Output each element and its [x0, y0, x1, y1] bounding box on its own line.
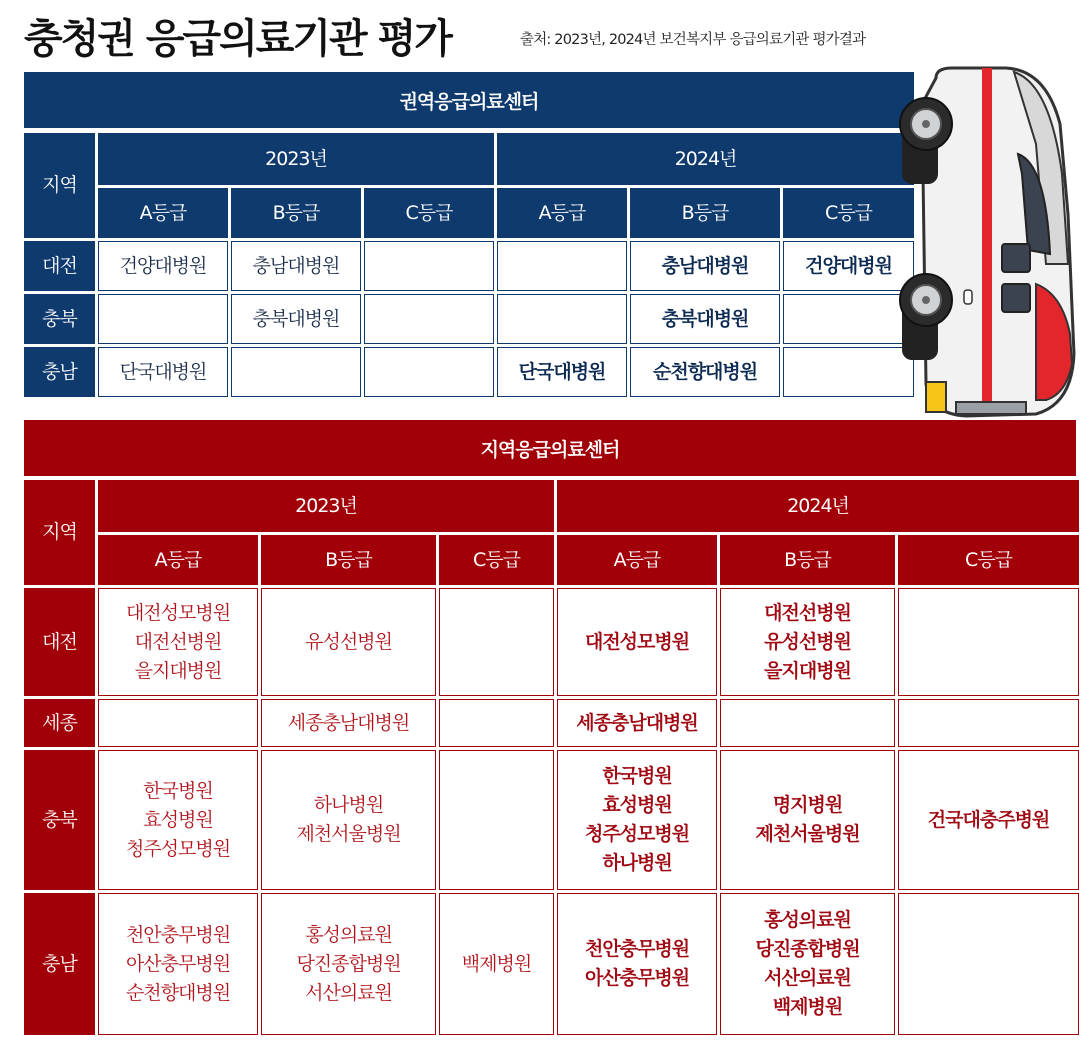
hospital-name: 단국대병원 [518, 360, 606, 383]
region-label: 대전 [24, 588, 95, 696]
hospital-cell [231, 294, 361, 344]
hospital-name: 당진종합병원 [296, 952, 401, 975]
year-header-2024: 2024년 [497, 133, 914, 185]
hospital-name: 세종충남대병원 [287, 711, 410, 734]
region-label: 대전 [24, 241, 95, 291]
table-row [24, 347, 914, 397]
hospital-name: 충남대병원 [252, 254, 340, 277]
hospital-cell [364, 241, 494, 291]
grade-header: B등급 [231, 188, 361, 238]
hospital-name: 대전선병원 [134, 630, 222, 653]
hospital-cell [98, 294, 228, 344]
hospital-cell [557, 699, 717, 747]
hospital-cell [898, 750, 1079, 890]
regional-center-banner [24, 72, 914, 128]
hospital-cell [720, 699, 895, 747]
hospital-cell [439, 699, 554, 747]
hospital-cell [261, 699, 436, 747]
hospital-name: 유성선병원 [764, 630, 851, 653]
hospital-name: 건양대병원 [119, 254, 207, 277]
hospital-name: 아산충무병원 [584, 967, 690, 989]
hospital-name: 서산의료원 [305, 981, 392, 1004]
hospital-name: 세종충남대병원 [576, 711, 698, 734]
hospital-cell [439, 588, 554, 696]
hospital-name: 청주성모병원 [584, 823, 690, 845]
hospital-cell [231, 241, 361, 291]
hospital-name: 백제병원 [772, 996, 843, 1018]
region-label: 충남 [24, 347, 95, 397]
grade-header: C등급 [439, 535, 554, 585]
hospital-name: 순천향대병원 [125, 981, 231, 1004]
grade-header: A등급 [557, 535, 717, 585]
source-note: 출처: 2023년, 2024년 보건복지부 응급의료기관 평가결과 [520, 32, 866, 48]
hospital-cell [783, 241, 914, 291]
hospital-name: 대전성모병원 [584, 630, 690, 653]
hospital-name: 건국대충주병원 [927, 808, 1050, 831]
grade-header: B등급 [720, 535, 895, 585]
hospital-cell [630, 241, 780, 291]
hospital-cell [898, 588, 1079, 696]
hospital-cell [364, 347, 494, 397]
hospital-cell [261, 750, 436, 890]
hospital-name: 충북대병원 [252, 307, 340, 330]
hospital-name: 청주성모병원 [125, 837, 231, 860]
year-header-2023: 2023년 [98, 133, 494, 185]
hospital-name: 명지병원 [772, 794, 843, 816]
hospital-cell [98, 893, 258, 1035]
hospital-name: 하나병원 [602, 852, 672, 874]
hospital-cell [497, 241, 627, 291]
grade-header: C등급 [898, 535, 1079, 585]
local-center-title: 지역응급의료센터 [480, 438, 620, 461]
hospital-cell [630, 347, 780, 397]
hospital-cell [231, 347, 361, 397]
table-row [24, 241, 914, 291]
hospital-cell [364, 294, 494, 344]
hospital-cell [497, 294, 627, 344]
hospital-name: 하나병원 [313, 794, 384, 816]
region-header: 지역 [24, 133, 95, 238]
grade-header: A등급 [497, 188, 627, 238]
table-row [24, 588, 1079, 696]
hospital-name: 효성병원 [143, 808, 213, 831]
local-rows [24, 588, 1079, 1035]
grade-header: C등급 [364, 188, 494, 238]
region-label: 충남 [24, 893, 95, 1035]
table-row [24, 750, 1079, 890]
hospital-name: 백제병원 [461, 952, 532, 975]
hospital-cell [783, 294, 914, 344]
hospital-name: 유성선병원 [305, 630, 392, 653]
hospital-cell [720, 588, 895, 696]
hospital-name: 당진종합병원 [755, 938, 860, 960]
regional-center-table [21, 130, 917, 400]
hospital-name: 한국병원 [602, 765, 672, 787]
hospital-name: 충북대병원 [661, 307, 749, 330]
grade-header: B등급 [261, 535, 436, 585]
hospital-cell [98, 699, 258, 747]
grade-header: A등급 [98, 535, 258, 585]
region-label: 충북 [24, 294, 95, 344]
hospital-cell [497, 347, 627, 397]
table-row [24, 294, 914, 344]
hospital-cell [261, 893, 436, 1035]
region-header: 지역 [24, 480, 95, 585]
hospital-name: 홍성의료원 [305, 923, 392, 946]
grade-header: C등급 [783, 188, 914, 238]
hospital-cell [557, 588, 717, 696]
hospital-cell [439, 893, 554, 1035]
hospital-cell [98, 750, 258, 890]
page-title: 충청권 응급의료기관 평가 [24, 16, 451, 62]
region-label: 충북 [24, 750, 95, 890]
hospital-name: 충남대병원 [661, 254, 749, 277]
hospital-cell [557, 893, 717, 1035]
local-center-banner [24, 420, 1076, 476]
table-row [24, 893, 1079, 1035]
hospital-cell [98, 347, 228, 397]
hospital-name: 제천서울병원 [296, 823, 401, 845]
regional-center-title: 권역응급의료센터 [399, 90, 539, 113]
hospital-cell [898, 893, 1079, 1035]
hospital-name: 순천향대병원 [652, 360, 758, 383]
year-header-2023: 2023년 [98, 480, 554, 532]
hospital-cell [98, 241, 228, 291]
hospital-cell [898, 699, 1079, 747]
local-center-table [21, 477, 1082, 1038]
hospital-name: 대전성모병원 [125, 601, 231, 624]
hospital-name: 을지대병원 [134, 659, 222, 682]
hospital-cell [783, 347, 914, 397]
table-row [24, 699, 1079, 747]
grade-header: A등급 [98, 188, 228, 238]
hospital-name: 천안충무병원 [125, 923, 231, 946]
hospital-cell [439, 750, 554, 890]
hospital-cell [98, 588, 258, 696]
hospital-cell [720, 750, 895, 890]
hospital-name: 천안충무병원 [584, 938, 690, 960]
region-label: 세종 [24, 699, 95, 747]
hospital-cell [630, 294, 780, 344]
hospital-cell [261, 588, 436, 696]
hospital-name: 대전선병원 [764, 601, 851, 624]
hospital-name: 제천서울병원 [755, 823, 860, 845]
hospital-name: 서산의료원 [764, 967, 851, 989]
hospital-name: 을지대병원 [764, 659, 851, 682]
hospital-name: 아산충무병원 [125, 952, 231, 975]
hospital-name: 한국병원 [143, 779, 213, 802]
year-header-2024: 2024년 [557, 480, 1079, 532]
grade-header: B등급 [630, 188, 780, 238]
hospital-name: 단국대병원 [119, 360, 207, 383]
hospital-name: 효성병원 [602, 794, 672, 816]
ambulance-icon [896, 64, 1090, 420]
hospital-name: 건양대병원 [805, 254, 892, 277]
hospital-name: 홍성의료원 [764, 909, 851, 931]
hospital-cell [557, 750, 717, 890]
regional-rows [24, 241, 914, 397]
hospital-cell [720, 893, 895, 1035]
